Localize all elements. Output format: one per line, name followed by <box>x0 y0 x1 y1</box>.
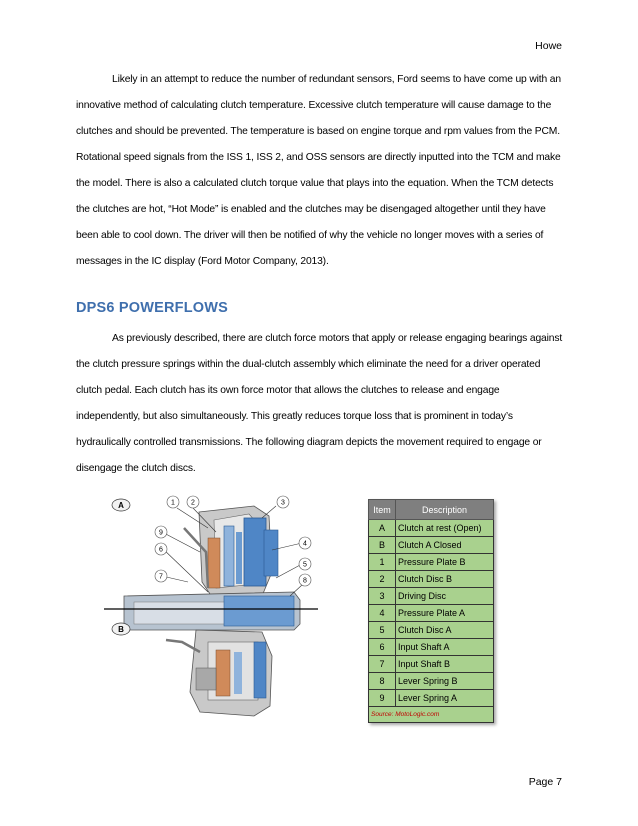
table-row <box>369 554 494 571</box>
table-cell-description: Input Shaft B <box>396 656 494 673</box>
table-cell-item: 3 <box>369 588 396 605</box>
table-header-description: Description <box>396 500 494 520</box>
paragraph-text: Likely in an attempt to reduce the number of redundant sensors, Ford seems to have come up with an innovative method of calculating clutch temperature. Excessive clutch temperature will cause damage to the clutches and should be prevented. The temperature is based on engine torque and rpm values from the PCM. Rotational speed signals from the ISS 1, ISS 2, and OSS sensors are directly inputted into the TCM and make the model. There is also a calculated clutch torque value that plays into the equation. When the TCM detects the clutches are hot, “Hot Mode” is enabled and the clutches may be disengaged altogether until they have been able to cool down. The driver will then be notified of why the vehicle no longer moves with a series of messages in the IC display (Ford Motor Company, 2013). <box>76 74 561 267</box>
diagram-legend-table <box>368 499 494 723</box>
table-header-row <box>369 500 494 520</box>
table-source-row <box>369 707 494 723</box>
table-cell-item: 7 <box>369 656 396 673</box>
table-row <box>369 537 494 554</box>
callout-5-label: 5 <box>303 561 307 569</box>
table-cell-item: 1 <box>369 554 396 571</box>
callout-6-label: 6 <box>159 546 163 554</box>
callout-b-label: B <box>118 625 124 634</box>
section-heading: DPS6 POWERFLOWS <box>76 300 229 316</box>
table-cell-description: Clutch A Closed <box>396 537 494 554</box>
paragraph-text: As previously described, there are clutch force motors that apply or release engaging bearings against the clutch pressure springs within the dual-clutch assembly which eliminate the need for a driver operated clutch pedal. Each clutch has its own force motor that allows the clutches to release and engage independently, but also simultaneously. This greatly reduces torque loss that is prominent in today’s hydraulically controlled transmissions. The following diagram depicts the movement required to engage or disengage the clutch discs. <box>76 333 563 474</box>
table-cell-description: Clutch Disc B <box>396 571 494 588</box>
page-number: Page 7 <box>528 776 562 788</box>
table-row <box>369 571 494 588</box>
table-cell-description: Lever Spring B <box>396 673 494 690</box>
table-cell-item: 4 <box>369 605 396 622</box>
table-row <box>369 673 494 690</box>
table-cell-description: Pressure Plate A <box>396 605 494 622</box>
table-cell-description: Lever Spring A <box>396 690 494 707</box>
paragraph-powerflows <box>76 326 566 482</box>
table-row <box>369 639 494 656</box>
callout-8-label: 8 <box>303 577 307 585</box>
table-cell-description: Clutch at rest (Open) <box>396 520 494 537</box>
callout-2-label: 2 <box>191 499 195 507</box>
table-header-item: Item <box>369 500 396 520</box>
table-cell-item: 2 <box>369 571 396 588</box>
callout-7-label: 7 <box>159 573 163 581</box>
table-cell-description: Driving Disc <box>396 588 494 605</box>
table-row <box>369 520 494 537</box>
table-cell-item: 8 <box>369 673 396 690</box>
table-cell-description: Input Shaft A <box>396 639 494 656</box>
table-cell-item: B <box>369 537 396 554</box>
table-source-note: Source: MotoLogic.com <box>369 707 494 723</box>
table-cell-description: Pressure Plate B <box>396 554 494 571</box>
callout-a-label: A <box>118 501 124 510</box>
table-cell-item: 6 <box>369 639 396 656</box>
callout-3-label: 3 <box>281 499 285 507</box>
paragraph-clutch-temperature <box>76 67 566 275</box>
table-row <box>369 605 494 622</box>
table-row <box>369 656 494 673</box>
callout-4-label: 4 <box>303 540 307 548</box>
callout-9-label: 9 <box>159 529 163 537</box>
table-row <box>369 690 494 707</box>
table-row <box>369 588 494 605</box>
table-cell-item: A <box>369 520 396 537</box>
table-cell-item: 5 <box>369 622 396 639</box>
dual-clutch-diagram <box>104 492 326 722</box>
page-header-author: Howe <box>535 40 562 52</box>
table-cell-item: 9 <box>369 690 396 707</box>
table-row <box>369 622 494 639</box>
table-cell-description: Clutch Disc A <box>396 622 494 639</box>
callout-1-label: 1 <box>171 499 175 507</box>
